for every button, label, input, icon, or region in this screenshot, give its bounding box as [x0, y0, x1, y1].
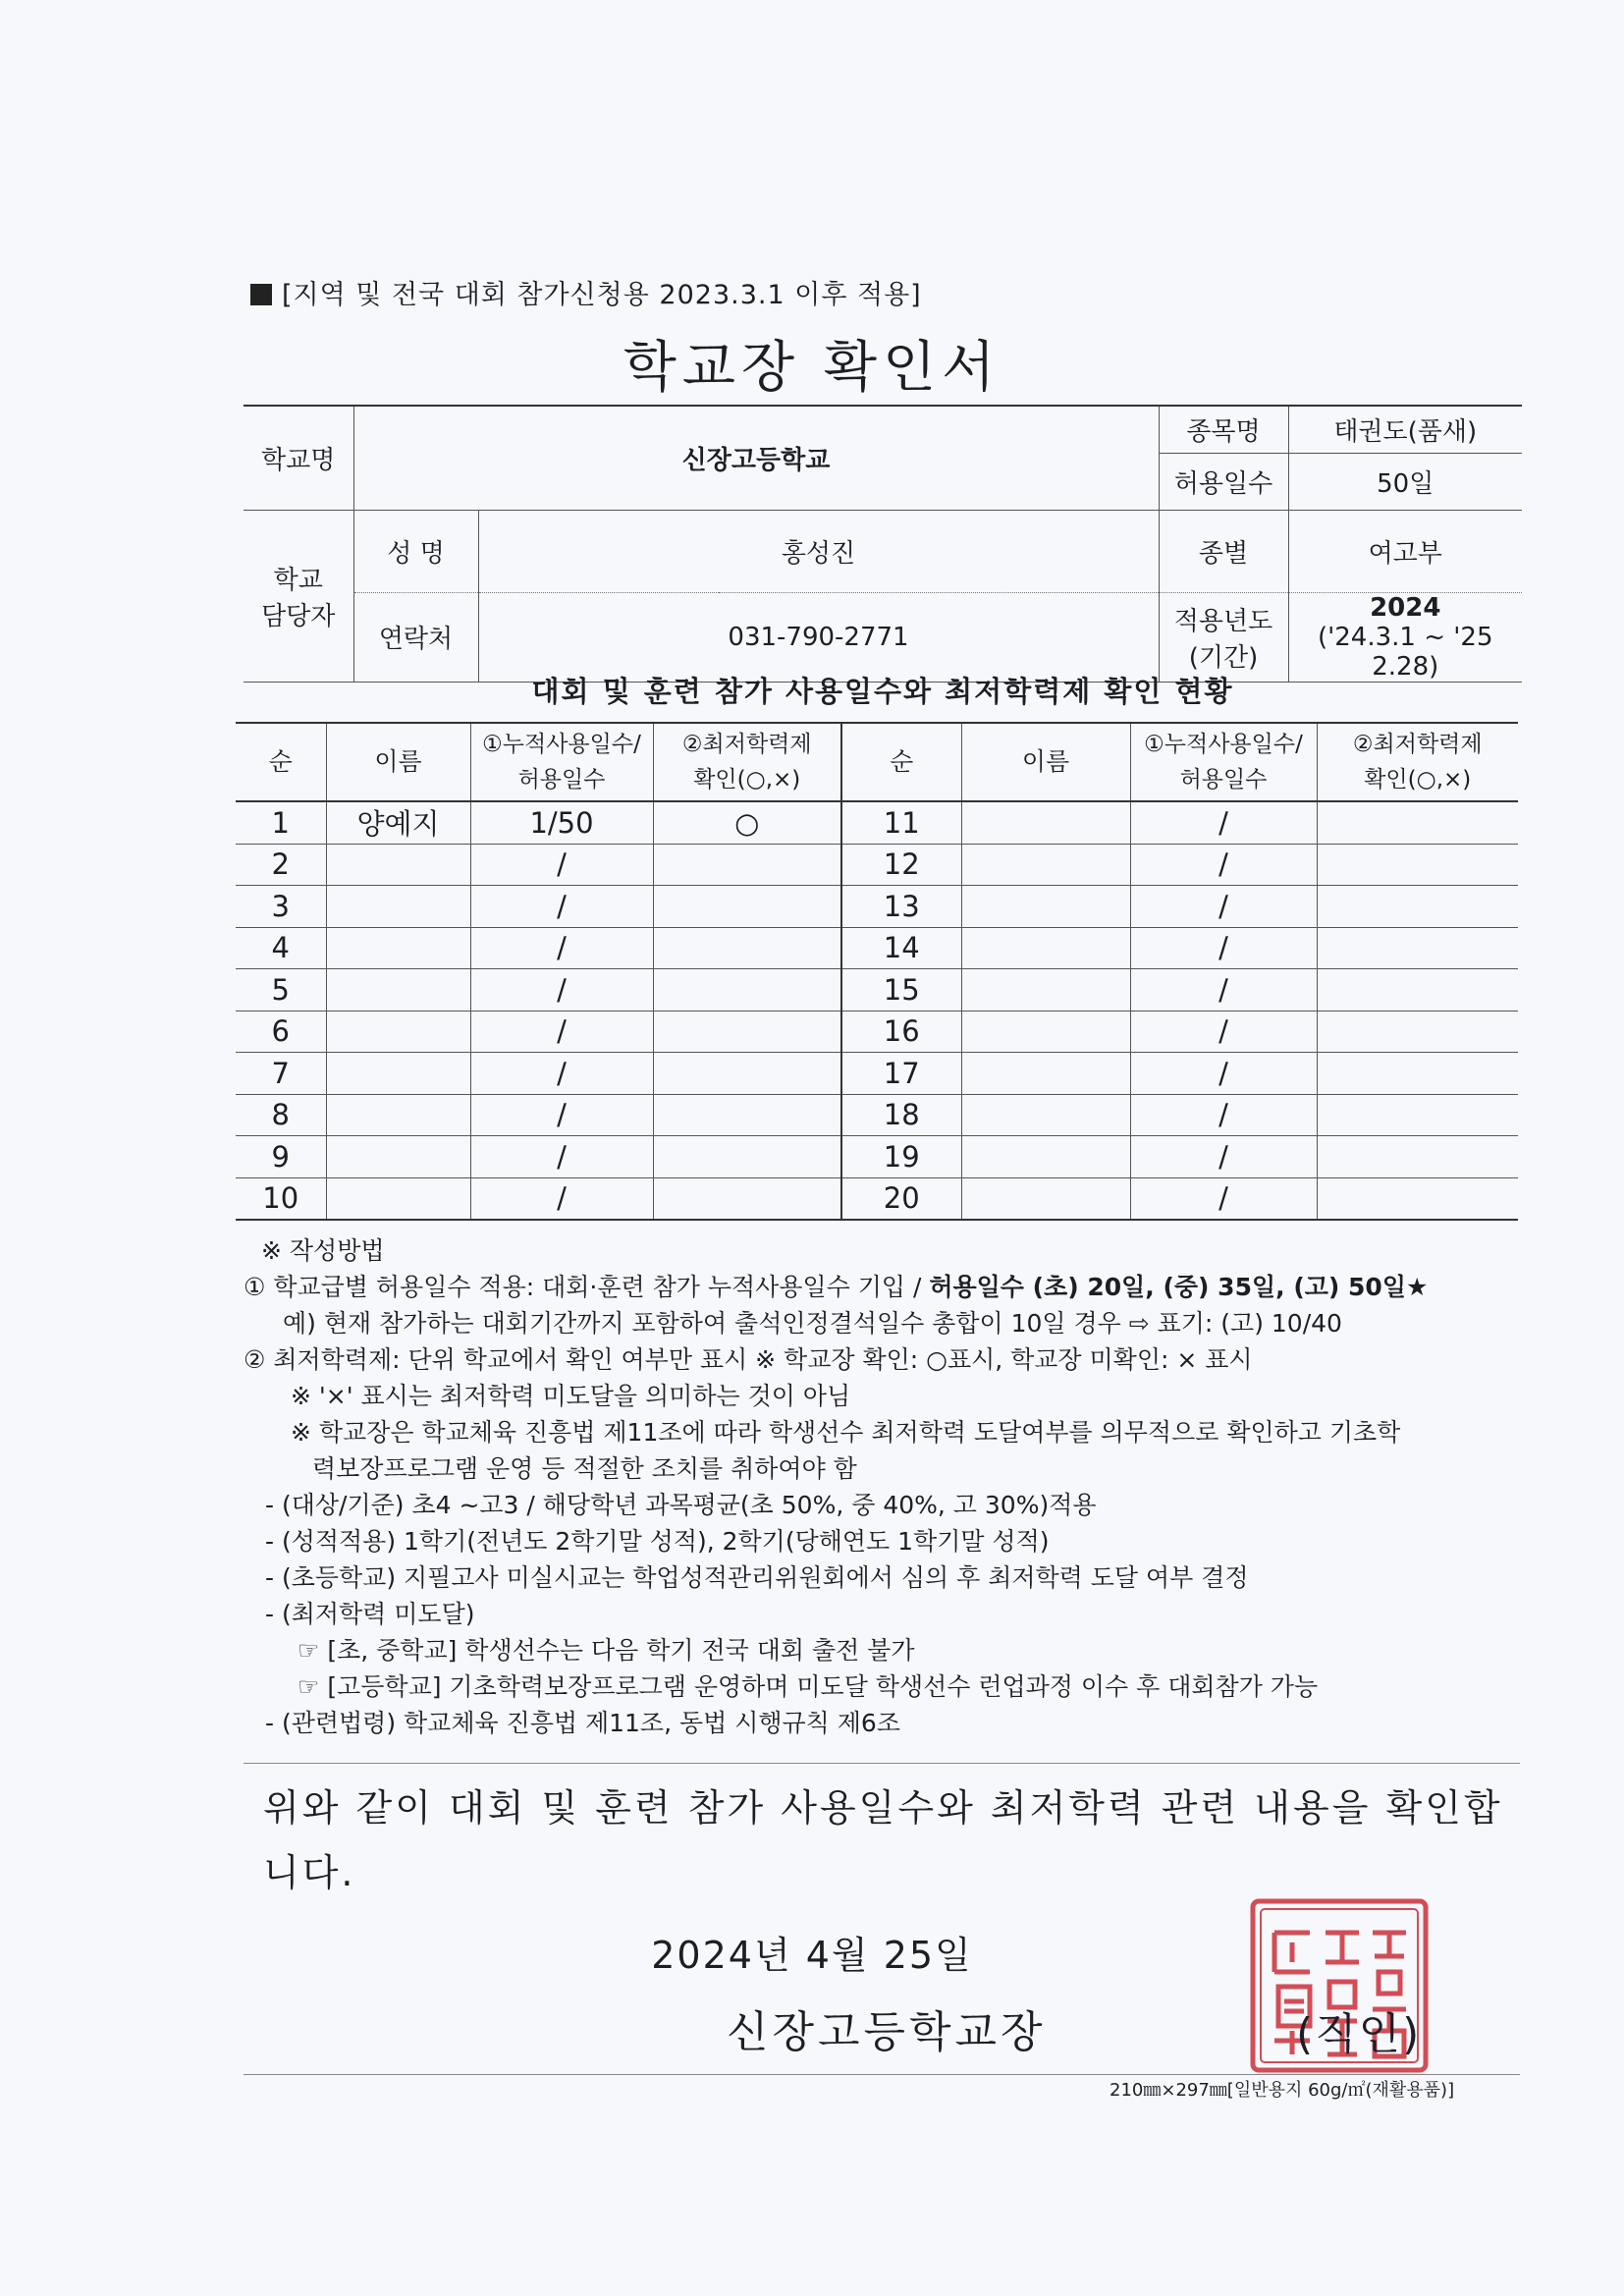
cell-r-check: [1317, 1053, 1518, 1095]
cell-r-no: 12: [841, 844, 961, 886]
cell-l-name: 양예지: [326, 801, 470, 844]
event-label: 종목명: [1159, 406, 1288, 453]
cell-r-days: /: [1130, 886, 1317, 928]
cell-r-check: [1317, 1011, 1518, 1053]
guide-line: - (대상/기준) 초4 ~고3 / 해당학년 과목평균(초 50%, 중 40%, 고 30%)적용: [265, 1491, 1097, 1519]
cell-l-no: 9: [236, 1136, 326, 1178]
cell-r-name: [961, 1094, 1130, 1136]
cell-r-days: /: [1130, 1011, 1317, 1053]
guide-line: ※ 학교장은 학교체육 진흥법 제11조에 따라 학생선수 최저학력 도달여부를 의무적으로 확인하고 기초학: [291, 1418, 1401, 1447]
divider: [244, 2074, 1520, 2075]
col-no-left: 순: [236, 723, 326, 801]
cell-l-no: 2: [236, 844, 326, 886]
status-title: 대회 및 훈련 참가 사용일수와 최저학력제 확인 현황: [531, 675, 1234, 708]
confirmation-text: 위와 같이 대회 및 훈련 참가 사용일수와 최저학력 관련 내용을 확인합니다.: [263, 1786, 1503, 1894]
col-no-right: 순: [841, 723, 961, 801]
cell-r-days: /: [1130, 844, 1317, 886]
roster-header: [236, 723, 1518, 801]
cell-l-name: [326, 844, 470, 886]
guide-line: ① 학교급별 허용일수 적용: 대회·훈련 참가 누적사용일수 기입 / 허용일수 (초) 20일, (중) 35일, (고) 50일★: [244, 1273, 1429, 1301]
cell-l-days: /: [470, 1011, 653, 1053]
cell-l-no: 6: [236, 1011, 326, 1053]
cell-l-days: /: [470, 969, 653, 1011]
cell-l-days: /: [470, 844, 653, 886]
cell-r-no: 18: [841, 1094, 961, 1136]
cell-r-no: 20: [841, 1177, 961, 1220]
info-table: [244, 405, 1522, 683]
cell-l-no: 8: [236, 1094, 326, 1136]
cell-l-days: /: [470, 1094, 653, 1136]
event-value: 태권도(품새): [1288, 406, 1522, 453]
category-label: 종별: [1159, 510, 1288, 592]
seal-label: (직인): [1296, 2009, 1422, 2059]
page-title: 학교장 확인서: [623, 336, 1001, 400]
guide-heading: ※ 작성방법: [261, 1236, 385, 1265]
cell-r-name: [961, 1011, 1130, 1053]
cell-l-days: /: [470, 1053, 653, 1095]
cell-l-name: [326, 1177, 470, 1220]
guide-line: ② 최저학력제: 단위 학교에서 확인 여부만 표시 ※ 학교장 확인: ○표시, 학교장 미확인: × 표시: [244, 1345, 1253, 1374]
cell-r-days: /: [1130, 969, 1317, 1011]
table-row: [236, 886, 1518, 928]
name-label: 성 명: [353, 510, 478, 592]
cell-l-name: [326, 1011, 470, 1053]
cell-l-name: [326, 1053, 470, 1095]
table-row: [236, 927, 1518, 969]
contact-label: 연락처: [353, 592, 478, 682]
cell-l-check: ○: [653, 801, 841, 844]
col-days-right: ①누적사용일수/ 허용일수: [1130, 723, 1317, 801]
cell-l-check: [653, 1094, 841, 1136]
guide-line: - (관련법령) 학교체육 진흥법 제11조, 동법 시행규칙 제6조: [265, 1709, 900, 1737]
cell-r-check: [1317, 801, 1518, 844]
table-row: [236, 969, 1518, 1011]
cell-r-check: [1317, 927, 1518, 969]
year-label: 적용년도 (기간): [1159, 592, 1288, 682]
year-value: 2024 ('24.3.1 ~ '25 2.28): [1288, 592, 1522, 682]
divider: [244, 1763, 1520, 1764]
table-row: [236, 1136, 1518, 1178]
manager-label: 학교 담당자: [244, 510, 353, 682]
cell-r-no: 13: [841, 886, 961, 928]
roster-table: [236, 722, 1518, 1221]
cell-l-check: [653, 1136, 841, 1178]
cell-l-days: /: [470, 886, 653, 928]
guide-line: - (초등학교) 지필고사 미실시교는 학업성적관리위원회에서 심의 후 최저학력 도달 여부 결정: [265, 1563, 1249, 1592]
cell-r-no: 19: [841, 1136, 961, 1178]
guide-line: - (성적적용) 1학기(전년도 2학기말 성적), 2학기(당해연도 1학기말 성적): [265, 1527, 1050, 1556]
cell-r-no: 14: [841, 927, 961, 969]
cell-r-days: /: [1130, 1136, 1317, 1178]
cell-l-name: [326, 1094, 470, 1136]
school-label: 학교명: [244, 406, 353, 510]
cell-l-days: 1/50: [470, 801, 653, 844]
cell-l-no: 3: [236, 886, 326, 928]
cell-r-days: /: [1130, 801, 1317, 844]
cell-l-name: [326, 886, 470, 928]
cell-l-days: /: [470, 927, 653, 969]
cell-r-no: 11: [841, 801, 961, 844]
cell-l-name: [326, 1136, 470, 1178]
table-row: [236, 1177, 1518, 1220]
cell-l-check: [653, 969, 841, 1011]
col-name-right: 이름: [961, 723, 1130, 801]
cell-r-name: [961, 927, 1130, 969]
cell-l-days: /: [470, 1136, 653, 1178]
cell-l-name: [326, 969, 470, 1011]
cell-r-no: 16: [841, 1011, 961, 1053]
cell-r-check: [1317, 1094, 1518, 1136]
guide-line: 력보장프로그램 운영 등 적절한 조치를 취하여야 함: [312, 1454, 857, 1483]
cell-r-days: /: [1130, 1177, 1317, 1220]
col-check-left: ②최저학력제 확인(○,×): [653, 723, 841, 801]
allowed-days-value: 50일: [1288, 453, 1522, 510]
cell-l-days: /: [470, 1177, 653, 1220]
cell-r-check: [1317, 844, 1518, 886]
cell-r-no: 17: [841, 1053, 961, 1095]
cell-l-check: [653, 1177, 841, 1220]
table-row: [236, 1011, 1518, 1053]
cell-r-name: [961, 886, 1130, 928]
header-note: [지역 및 전국 대회 참가신청용 2023.3.1 이후 적용]: [250, 273, 922, 311]
cell-r-name: [961, 1053, 1130, 1095]
cell-l-check: [653, 927, 841, 969]
writing-guide: [244, 1232, 1520, 1741]
square-bullet-icon: [250, 284, 272, 305]
cell-r-check: [1317, 1136, 1518, 1178]
cell-r-days: /: [1130, 927, 1317, 969]
cell-r-name: [961, 844, 1130, 886]
col-check-right: ②최저학력제 확인(○,×): [1317, 723, 1518, 801]
cell-l-check: [653, 1053, 841, 1095]
cell-l-no: 10: [236, 1177, 326, 1220]
issue-date: 2024년 4월 25일: [651, 1934, 973, 1977]
col-days-left: ①누적사용일수/ 허용일수: [470, 723, 653, 801]
paper-spec: 210㎜×297㎜[일반용지 60g/㎡(재활용품)]: [1110, 2080, 1455, 2101]
table-row: [236, 801, 1518, 844]
cell-l-name: [326, 927, 470, 969]
table-row: [236, 1094, 1518, 1136]
col-name-left: 이름: [326, 723, 470, 801]
cell-r-name: [961, 801, 1130, 844]
table-row: [236, 844, 1518, 886]
cell-l-check: [653, 844, 841, 886]
guide-line: ☞ [초, 중학교] 학생선수는 다음 학기 전국 대회 출전 불가: [298, 1636, 915, 1665]
cell-r-no: 15: [841, 969, 961, 1011]
cell-r-name: [961, 969, 1130, 1011]
cell-r-check: [1317, 1177, 1518, 1220]
cell-r-check: [1317, 969, 1518, 1011]
cell-r-days: /: [1130, 1094, 1317, 1136]
cell-r-name: [961, 1177, 1130, 1220]
category-value: 여고부: [1288, 510, 1522, 592]
cell-r-days: /: [1130, 1053, 1317, 1095]
cell-l-no: 1: [236, 801, 326, 844]
cell-l-check: [653, 886, 841, 928]
allowed-days-label: 허용일수: [1159, 453, 1288, 510]
guide-line: - (최저학력 미도달): [265, 1600, 475, 1628]
cell-l-no: 4: [236, 927, 326, 969]
contact-value: 031-790-2771: [478, 592, 1159, 682]
guide-line: 예) 현재 참가하는 대회기간까지 포함하여 출석인정결석일수 총합이 10일 경우 ⇨ 표기: (고) 10/40: [283, 1309, 1342, 1338]
cell-l-no: 7: [236, 1053, 326, 1095]
school-name: 신장고등학교: [353, 406, 1159, 510]
cell-l-check: [653, 1011, 841, 1053]
guide-line: ☞ [고등학교] 기초학력보장프로그램 운영하며 미도달 학생선수 런업과정 이수 후 대회참가 가능: [298, 1672, 1319, 1701]
cell-r-name: [961, 1136, 1130, 1178]
table-row: [236, 1053, 1518, 1095]
name-value: 홍성진: [478, 510, 1159, 592]
guide-line: ※ '×' 표시는 최저학력 미도달을 의미하는 것이 아님: [291, 1382, 851, 1410]
cell-l-no: 5: [236, 969, 326, 1011]
cell-r-check: [1317, 886, 1518, 928]
principal-name: 신장고등학교장: [727, 2007, 1047, 2057]
